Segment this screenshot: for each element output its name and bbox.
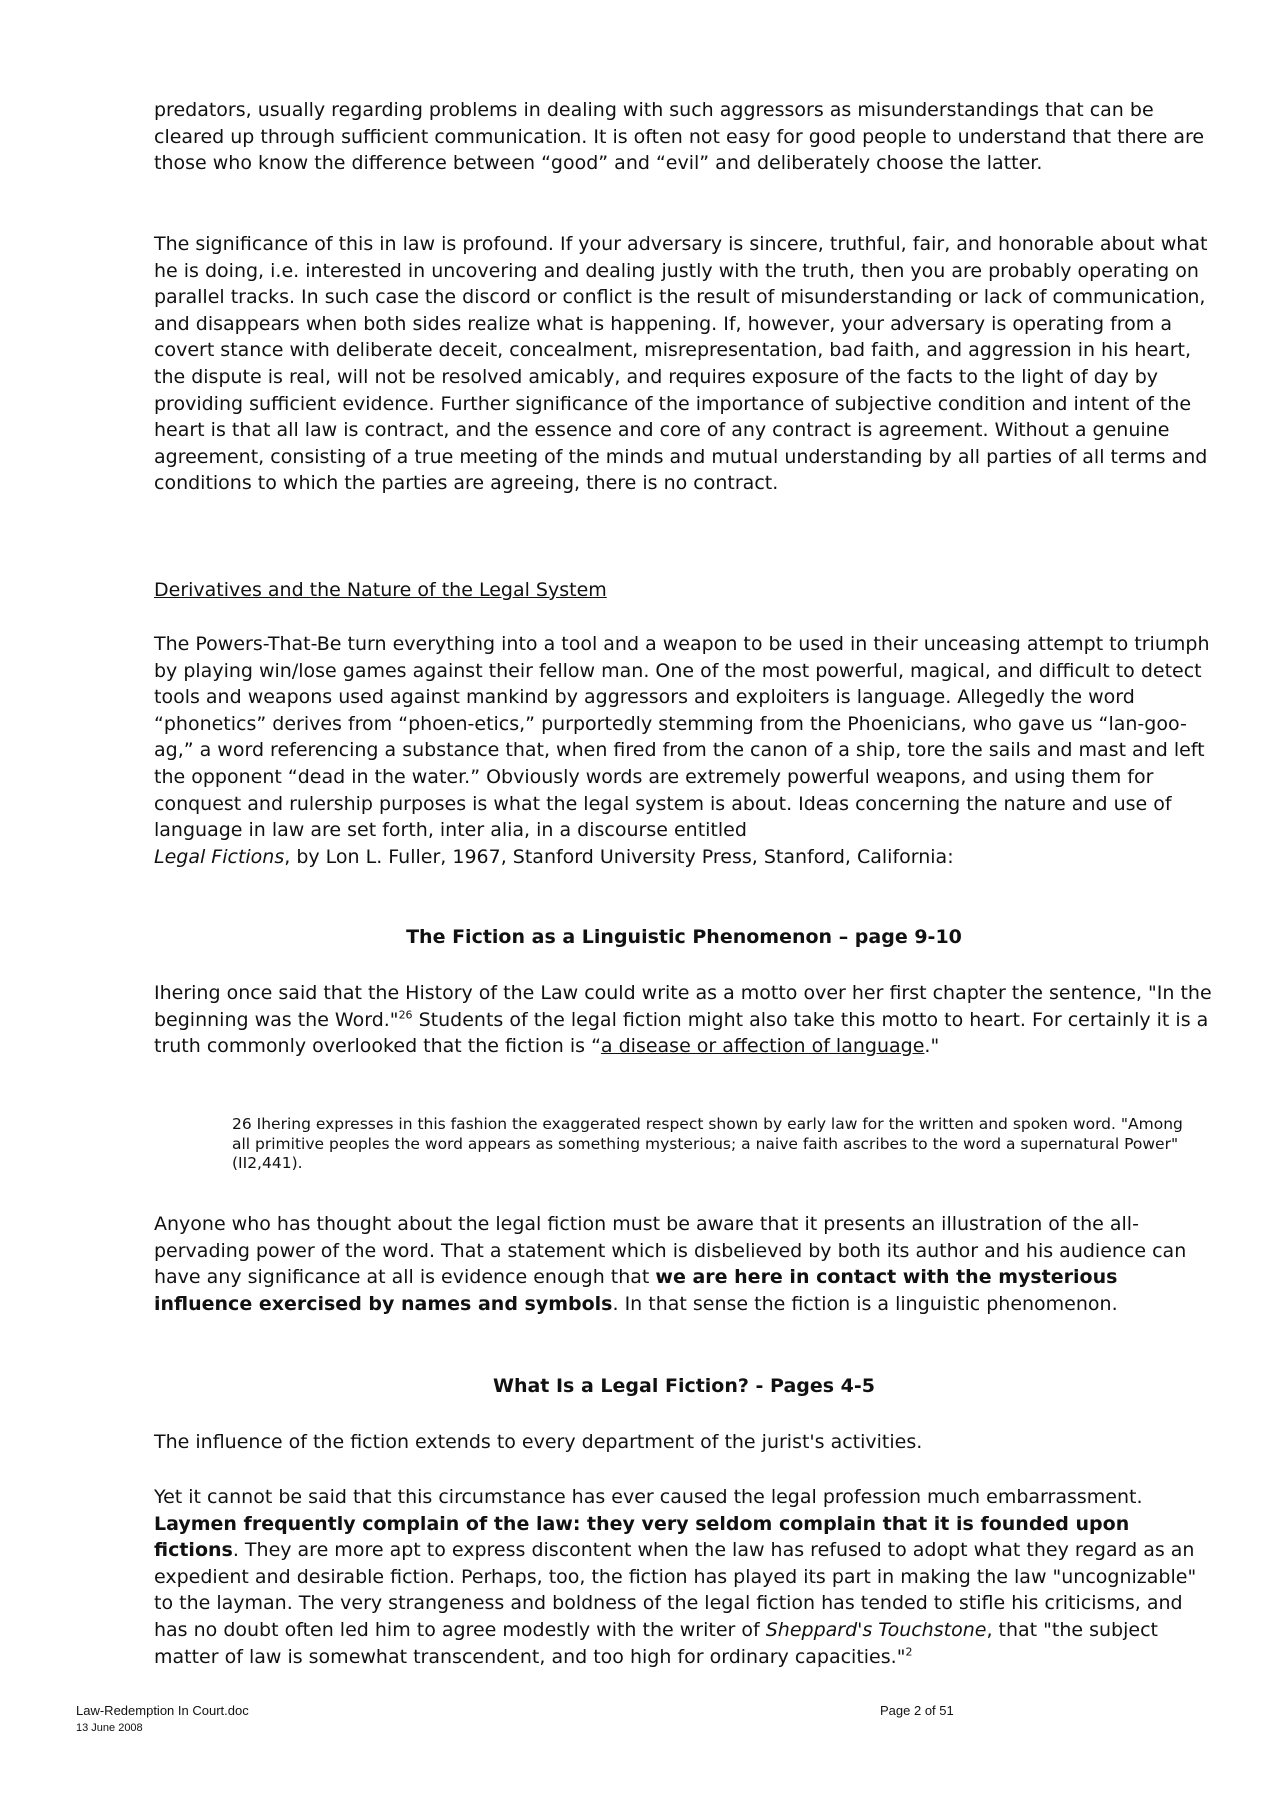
paragraph-anyone: [154, 1211, 1220, 1317]
text: , by Lon L. Fuller, 1967, Stanford University Press, Stanford, California:: [284, 845, 954, 868]
paragraph-influence: The influence of the fiction extends to every department of the jurist's activities.: [154, 1431, 923, 1453]
text: Students of the legal fiction might also take this motto to heart. For certainly it is a truth commonly overlooked that the fiction is “: [154, 1008, 1209, 1058]
footnote-ref[interactable]: 2: [905, 1645, 913, 1659]
paragraph-ihering: [154, 980, 1220, 1060]
text: , that "the subject matter of law is somewhat transcendent, and too high for ordinary capacities.": [154, 1618, 1158, 1668]
footnote-26: 26 Ihering expresses in this fashion the exaggerated respect shown by early law for the written and spoken word. "Among all primitive peoples the word appears as something mysterious; a naive faith ascribes to the word a supernatural Power" (II2,441).: [232, 1115, 1183, 1172]
paragraph-intro: predators, usually regarding problems in dealing with such aggressors as misunderstandings that can be cleared up through sufficient communication. It is often not easy for good people to understand that there are those who know the difference between “good” and “evil” and deliberately choose the latter.: [154, 99, 1205, 175]
text: . In that sense the fiction is a linguistic phenomenon.: [612, 1292, 1118, 1315]
text: Yet it cannot be said that this circumstance has ever caused the legal profession much embarrassment.: [154, 1486, 1143, 1508]
book-title: Legal Fictions: [154, 845, 285, 868]
text: Ihering once said that the History of the Law could write as a motto over her first chapter the sentence, "In the beginning was the Word.": [154, 982, 1212, 1031]
paragraph-significance: The significance of this in law is profound. If your adversary is sincere, truthful, fair, and honorable about what he is doing, i.e. interested in uncovering and dealing justly with the truth, then you are probably operating on parallel tracks. In such case the discord or conflict is the result of misunderstanding or lack of communication, and disappears when both sides realize what is happening. If, however, your adversary is operating from a covert stance with deliberate deceit, concealment, misrepresentation, bad faith, and aggression in his heart, the dispute is real, will not be resolved amicably, and requires exposure of the facts to the light of day by providing sufficient evidence. Further significance of the importance of subjective condition and intent of the heart is that all law is contract, and the essence and core of any contract is agreement. Without a genuine agreement, consisting of a true meeting of the minds and mutual understanding by all parties of all terms and conditions to which the parties are agreeing, there is no contract.: [154, 233, 1208, 495]
text: .": [924, 1035, 940, 1058]
footer-date: 13 June 2008: [76, 1722, 143, 1734]
text: The Powers-That-Be turn everything into a tool and a weapon to be used in their unceasing attempt to triumph by playing win/lose games against their fellow man. One of the most powerful, magical, and difficult to detect tools and weapons used against mankind by aggressors and exploiters is language. Allegedly the word “phonetics” derives from “phoen-etics,” purportedly stemming from the Phoenicians, who gave us “lan-goo-ag,” a word referencing a substance that, when fired from the canon of a ship, tore the sails and mast and left the opponent “dead in the water.” Obviously words are extremely powerful weapons, and using them for conquest and rulership purposes is what the legal system is about. Ideas concerning the nature and use of language in law are set forth, inter alia, in a discourse entitled: [154, 633, 1210, 842]
paragraph-powers: [154, 631, 1220, 870]
quote-heading-2: What Is a Legal Fiction? - Pages 4-5: [492, 1375, 875, 1397]
quote-heading-1: The Fiction as a Linguistic Phenomenon – page 9-10: [406, 926, 962, 948]
bold-text: Laymen frequently complain of the law: they very seldom complain that it is founded upon fictions: [154, 1512, 1130, 1562]
section-heading: Derivatives and the Nature of the Legal System: [154, 579, 607, 601]
bold-text: we are here in contact with the mysterious influence exercised by names and symbols: [154, 1266, 1118, 1315]
text: . They are more apt to express discontent when the law has refused to adopt what they regard as an expedient and desirable fiction. Perhaps, too, the fiction has played its part in making the law "uncognizable" to the layman. The very strangeness and boldness of the legal fiction has tended to stifle his criticisms, and has no doubt often led him to agree modestly with the writer of: [154, 1539, 1197, 1641]
book-title: Sheppard's Touchstone: [765, 1618, 987, 1641]
footer-filename: Law-Redemption In Court.doc: [76, 1703, 249, 1718]
underlined-text: a disease or affection of language: [600, 1035, 925, 1058]
footer-page-number: Page 2 of 51: [880, 1703, 954, 1718]
text: Anyone who has thought about the legal fiction must be aware that it presents an illustration of the all-pervading power of the word. That a statement which is disbelieved by both its author and his audience can have any significance at all is evidence enough that: [154, 1213, 1187, 1289]
paragraph-yet: [154, 1484, 1220, 1670]
footnote-ref[interactable]: 26: [398, 1008, 413, 1022]
